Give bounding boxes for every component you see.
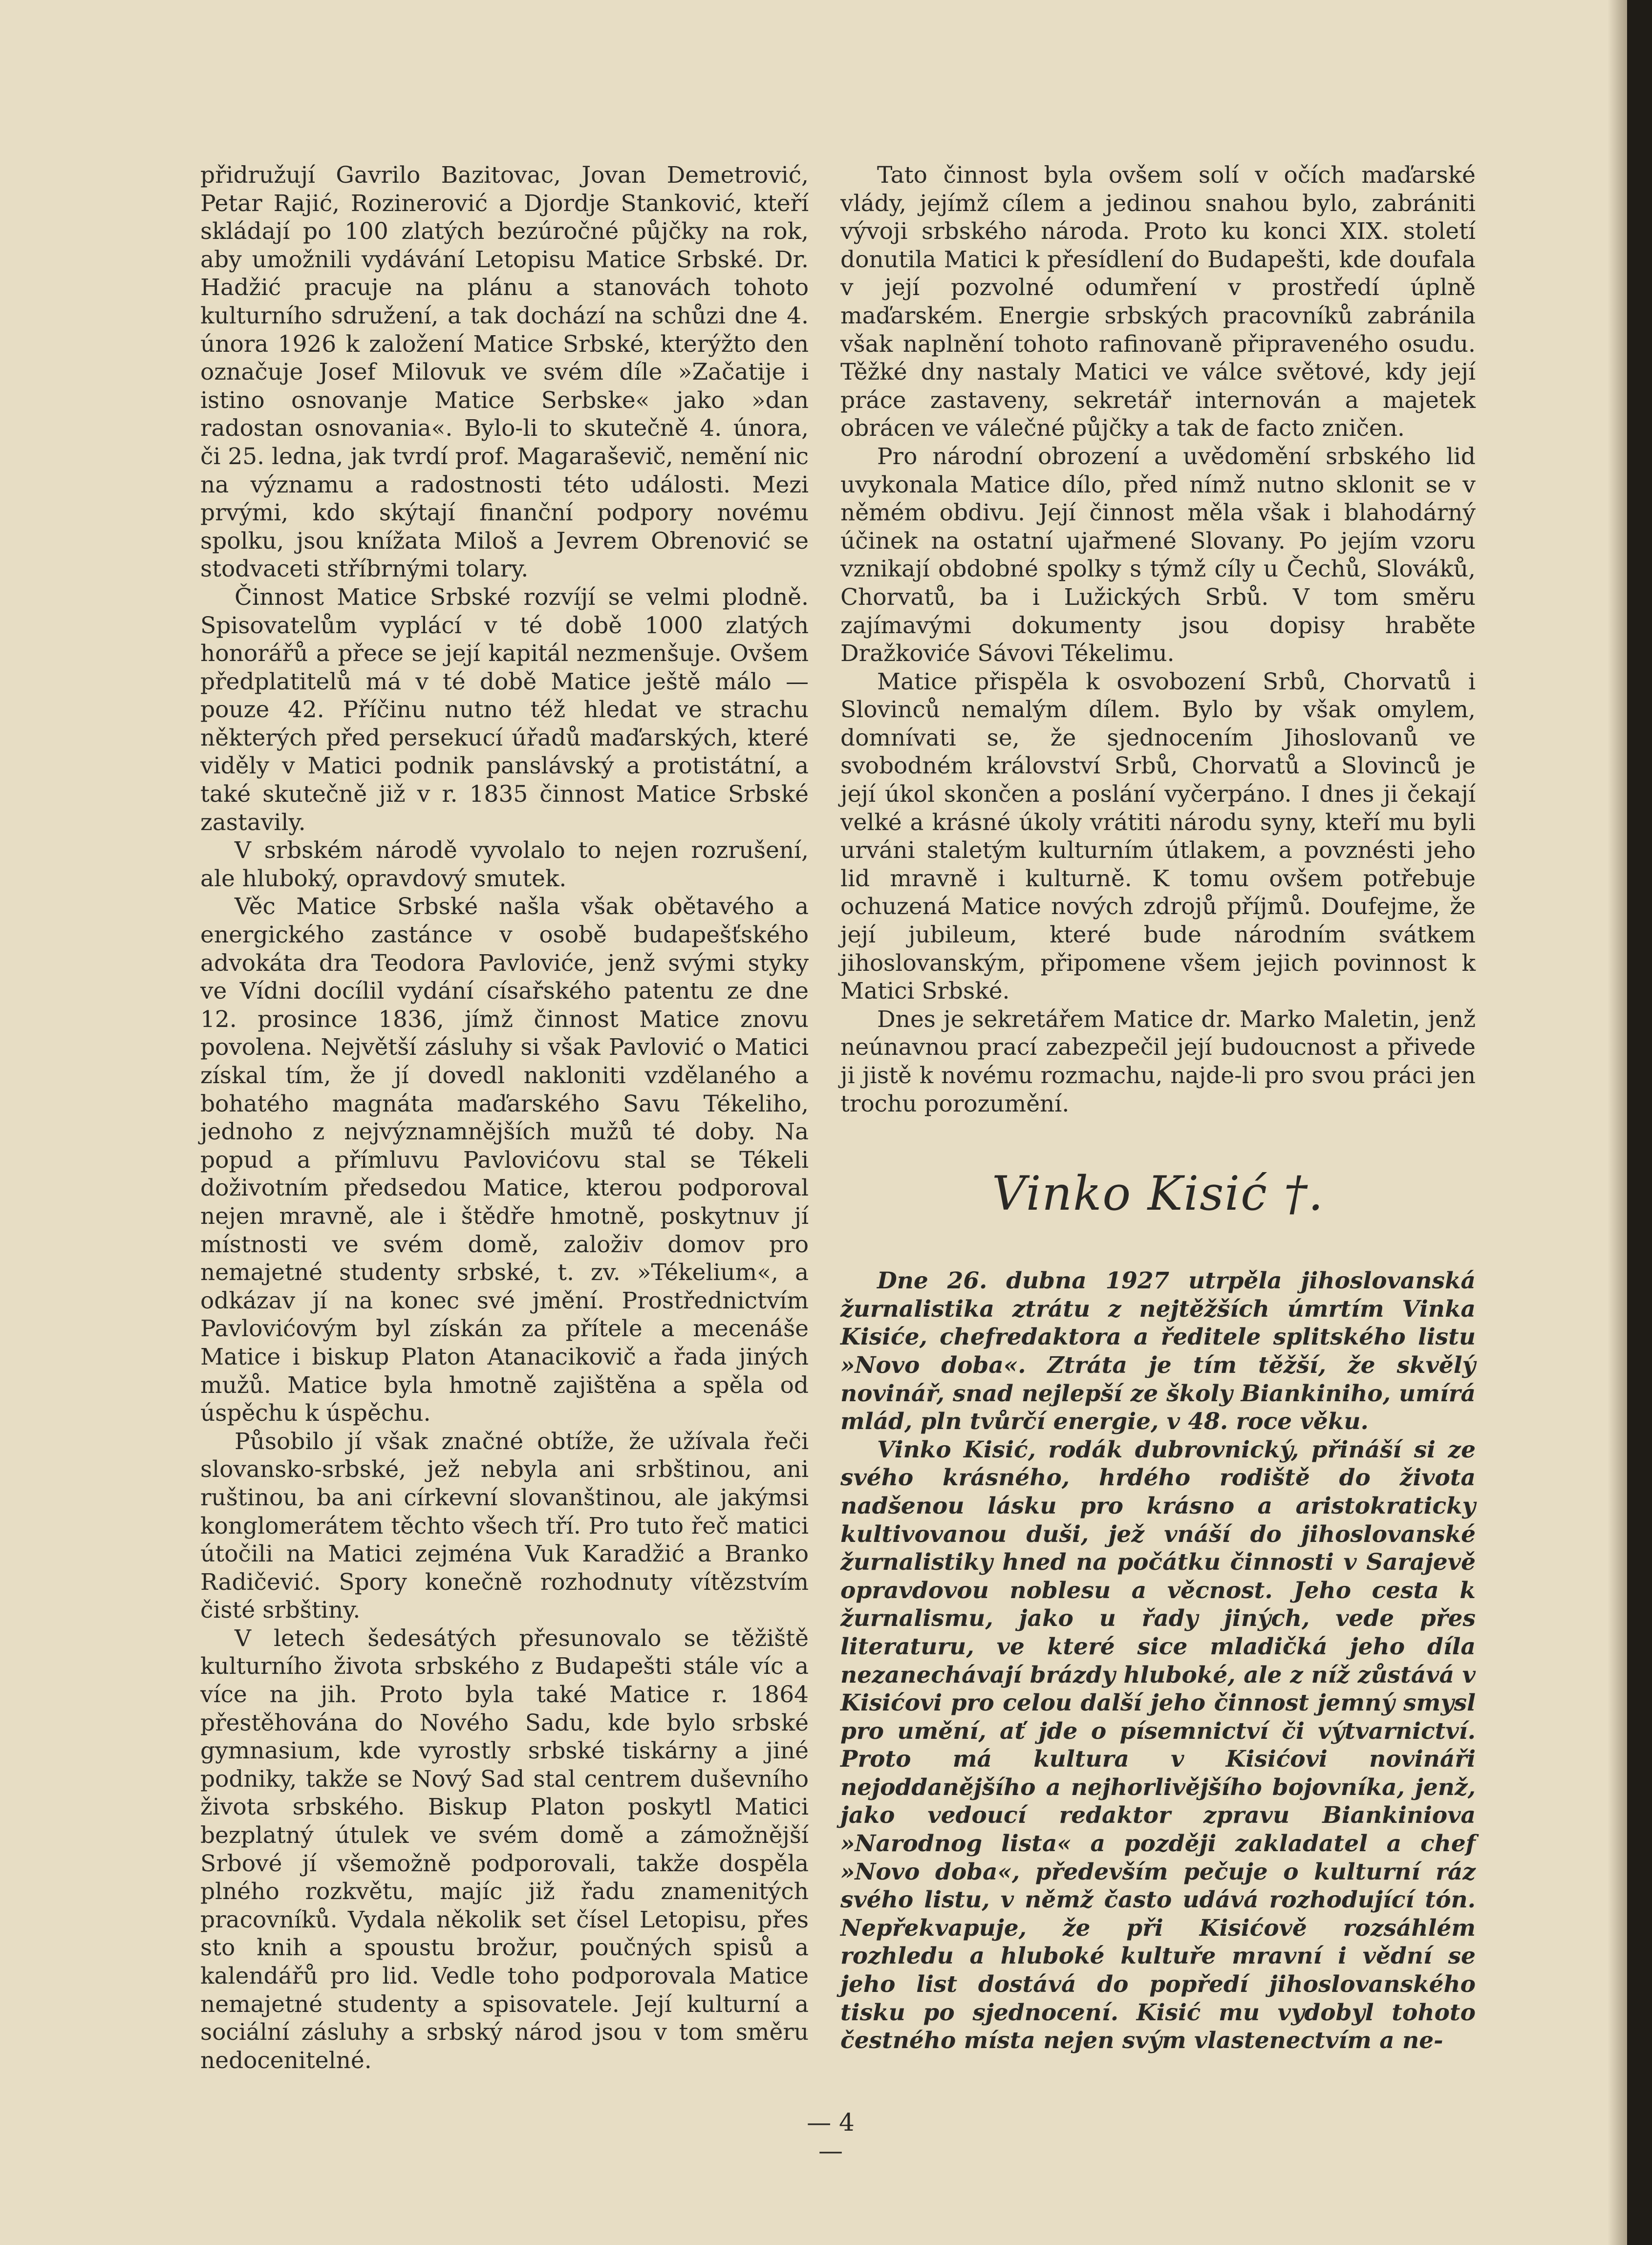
paragraph: V letech šedesátých přesunovalo se těžiště kulturního života srbského z Budapešti stále víc a více na jih. Proto byla také Matice r. 1864 přestěhována do Nového Sadu, kde bylo srbské gymnasium, kde vyrostly srbské tiskárny a jiné podniky, takže se Nový Sad stal centrem duševního života srbského. Biskup Platon poskytl Matici bezplatný útulek ve svém domě a zámožnější Srbové jí všemožně podporovali, takže dospěla plného rozkvětu, majíc již řadu znamenitých pracovníků. Vydala několik set čísel Letopisu, přes sto knih a spoustu brožur, poučných spisů a kalendářů pro lid. Vedle toho podporovala Matice nemajetné studenty a spisovatele. Její kulturní a sociální zásluhy a srbský národ jsou v tom směru nedocenitelné. [200,1625,809,2074]
paragraph: Pro národní obrození a uvědomění srbského lid uvykonala Matice dílo, před nímž nutno sklonit se v němém obdivu. Její činnost měla však i blahodárný účinek na ostatní ujařmené Slovany. Po jejím vzoru vznikají obdobné spolky s týmž cíly u Čechů, Slováků, Chorvatů, ba i Lužických Srbů. V tom směru zajímavými dokumenty jsou dopisy hraběte Dražkoviće Sávovi Tékelimu. [840,443,1476,667]
right-column [840,161,1476,2055]
obituary-section [840,1267,1476,2055]
scan-border [1627,0,1652,2245]
obituary-paragraph: Vinko Kisić, rodák dubrovnický, přináší si ze svého krásného, hrdého rodiště do života nadšenou lásku pro krásno a aristokraticky kultivovanou duši, jež vnáší do jihoslovanské žurnalistiky hned na počátku činnosti v Sarajevě opravdovou noblesu a věcnost. Jeho cesta k žurnalismu, jako u řady jiných, vede přes literaturu, ve které sice mladičká jeho díla nezanechávají brázdy hluboké, ale z níž zůstává v Kisićovi pro celou další jeho činnost jemný smysl pro umění, ať jde o písemnictví či výtvarnictví. Proto má kultura v Kisićovi novináři nejoddanějšího a nejhorlivějšího bojovníka, jenž, jako vedoucí redaktor zpravu Biankiniova »Narodnog lista« a později zakladatel a chef »Novo doba«, především pečuje o kulturní ráz svého listu, v němž často udává rozhodující tón. Nepřekvapuje, že při Kisićově rozsáhlém rozhledu a hluboké kultuře mravní i vědní se jeho list dostává do popředí jihoslovanského tisku po sjednocení. Kisić mu vydobyl tohoto čestného místa nejen svým vlastenectvím a ne- [840,1436,1476,2054]
paragraph: Matice přispěla k osvobození Srbů, Chorvatů i Slovinců nemalým dílem. Bylo by však omylem, domnívati se, že sjednocením Jihoslovanů ve svobodném království Srbů, Chorvatů a Slovinců je její úkol skončen a poslání vyčerpáno. I dnes ji čekají velké a krásné úkoly vrátiti národu syny, kteří mu byli urváni staletým kulturním útlakem, a povznésti jeho lid mravně i kulturně. K tomu ovšem potřebuje ochuzená Matice nových zdrojů příjmů. Doufejme, že její jubileum, které bude národním svátkem jihoslovanským, připomene všem jejich povinnost k Matici Srbské. [840,668,1476,1005]
paragraph: Působilo jí však značné obtíže, že užívala řeči slovansko-srbské, jež nebyla ani srbštinou, ani ruštinou, ba ani církevní slovanštinou, ale jakýmsi konglomerátem těchto všech tří. Pro tuto řeč matici útočili na Matici zejména Vuk Karadžić a Branko Radičević. Spory konečně rozhodnuty vítězstvím čisté srbštiny. [200,1428,809,1624]
paragraph: Dnes je sekretářem Matice dr. Marko Maletin, jenž neúnavnou prací zabezpečil její budoucnost a přivede ji jistě k novému rozmachu, najde-li pro svou práci jen trochu porozumění. [840,1005,1476,1117]
paragraph: přidružují Gavrilo Bazitovac, Jovan Demetrović, Petar Rajić, Rozinerović a Djordje Stanković, kteří skládají po 100 zlatých bezúročné půjčky na rok, aby umožnili vydávání Letopisu Matice Srbské. Dr. Hadžić pracuje na plánu a stanovách tohoto kulturního sdružení, a tak dochází na schůzi dne 4. února 1926 k založení Matice Srbské, kterýžto den označuje Josef Milovuk ve svém díle »Začatije i istino osnovanje Matice Serbske« jako »dan radostan osnovania«. Bylo-li to skutečně 4. února, či 25. ledna, jak tvrdí prof. Magaraševič, nemění nic na významu a radostnosti této události. Mezi prvými, kdo skýtají finanční podpory novému spolku, jsou knížata Miloš a Jevrem Obrenović se stodvaceti stříbrnými tolary. [200,162,809,583]
page-number: — 4 — [807,2108,855,2165]
obituary-paragraph: Dne 26. dubna 1927 utrpěla jihoslovanská žurnalistika ztrátu z nejtěžších úmrtím Vinka Kisiće, chefredaktora a ředitele splitského listu »Novo doba«. Ztráta je tím těžší, že skvělý novinář, snad nejlepší ze školy Biankiniho, umírá mlád, pln tvůrčí energie, v 48. roce věku. [840,1267,1476,1435]
paragraph: Činnost Matice Srbské rozvíjí se velmi plodně. Spisovatelům vyplácí v té době 1000 zlatých honorářů a přece se její kapitál nezmenšuje. Ovšem předplatitelů má v té době Matice ještě málo — pouze 42. Příčinu nutno též hledat ve strachu některých před persekucí úřadů maďarských, které viděly v Matici podnik panslávský a protistátní, a také skutečně již v r. 1835 činnost Matice Srbské zastavily. [200,583,809,836]
paragraph: Tato činnost byla ovšem solí v očích maďarské vlády, jejímž cílem a jedinou snahou bylo, zabrániti vývoji srbského národa. Proto ku konci XIX. století donutila Matici k přesídlení do Budapešti, kde doufala v její pozvolné odumření v prostředí úplně maďarském. Energie srbských pracovníků zabránila však naplnění tohoto rafinovaně připraveného osudu. Těžké dny nastaly Matici ve válce světové, kdy její práce zastaveny, sekretář internován a majetek obrácen ve válečné půjčky a tak de facto zničen. [840,162,1476,442]
page-edge-shadow [1608,0,1627,2245]
left-column [200,161,809,2074]
paragraph: Věc Matice Srbské našla však obětavého a energického zastánce v osobě budapešťského advokáta dra Teodora Pavloviće, jenž svými styky ve Vídni docílil vydání císařského patentu ze dne 12. prosince 1836, jímž činnost Matice znovu povolena. Největší zásluhy si však Pavlović o Matici získal tím, že jí dovedl nakloniti vzdělaného a bohatého magnáta maďarského Savu Tékeliho, jednoho z nejvýznamnějších mužů té doby. Na popud a přímluvu Pavlovićovu stal se Tékeli doživotním předsedou Matice, kterou podporoval nejen mravně, ale i štědře hmotně, poskytnuv jí místnosti ve svém domě, založiv domov pro nemajetné studenty srbské, t. zv. »Tékelium«, a odkázav jí na konec své jmění. Prostřednictvím Pavlovićovým byl získán za přítele a mecenáše Matice i biskup Platon Atanacikovič a řada jiných mužů. Matice byla hmotně zajištěna a spěla od úspěchu k úspěchu. [200,893,809,1427]
obituary-heading: Vinko Kisić †. [992,1166,1324,1221]
paragraph: V srbském národě vyvolalo to nejen rozrušení, ale hluboký, opravdový smutek. [200,837,809,892]
